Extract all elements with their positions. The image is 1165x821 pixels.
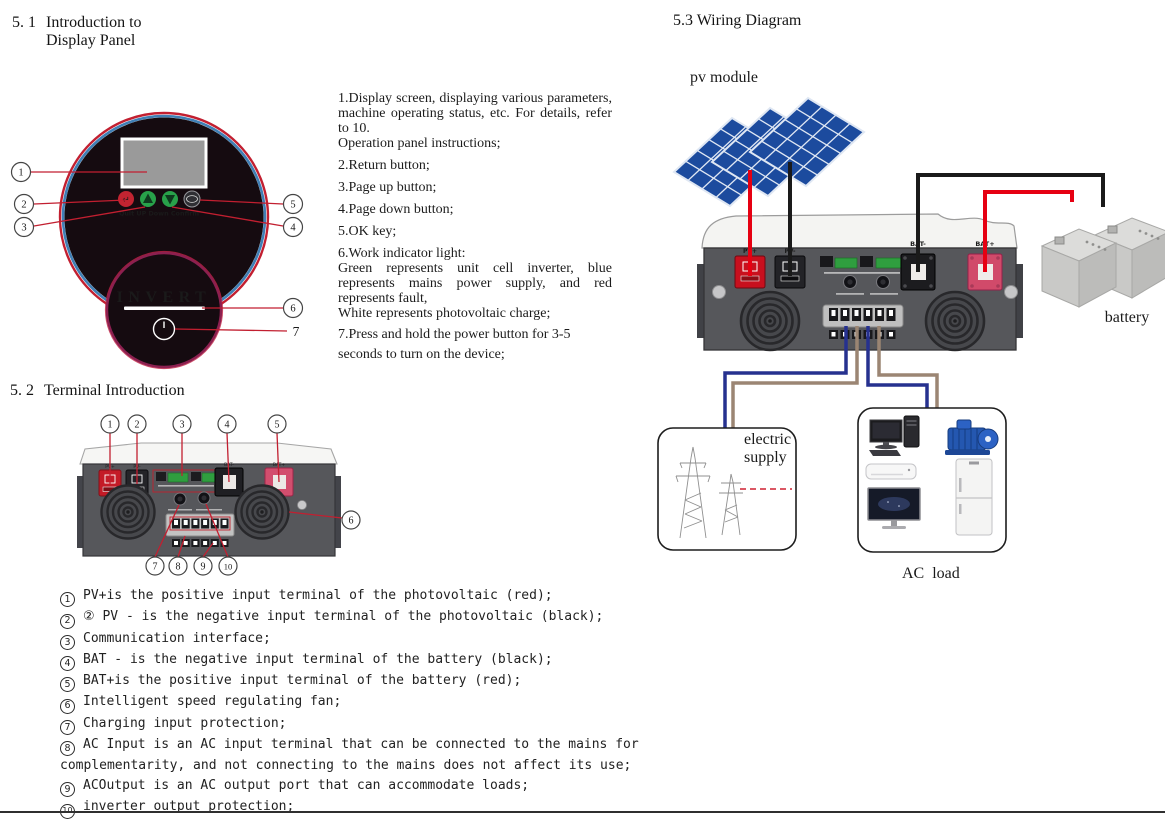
note-work-indicator: 6.Work indicator light: — [338, 245, 466, 261]
electric-supply-label-line1: electric — [744, 431, 792, 448]
up-button — [140, 191, 156, 207]
note-page-up: 3.Page up button; — [338, 179, 437, 195]
item-text: BAT - is the negative input terminal of the battery (black); — [83, 651, 553, 667]
svg-text:PV-: PV- — [784, 248, 796, 255]
bolt — [298, 501, 307, 510]
item-number: 9 — [60, 782, 75, 797]
list-item — [60, 671, 654, 692]
t-callout-2: 2 — [134, 419, 140, 431]
note-power-hold: 7.Press and hold the power button for 3-5 seconds to turn on the device; — [338, 326, 571, 362]
item-number: 5 — [60, 677, 75, 692]
t-callout-9: 9 — [200, 561, 206, 573]
section-5-2-heading — [10, 382, 185, 400]
right-fan — [236, 486, 289, 539]
t-callout-3: 3 — [179, 419, 185, 431]
t-callout-10: 10 — [223, 561, 233, 572]
item-text: AC Input is an AC input terminal that can be connected to the mains for complementarity, and not connecting to the mains does not affect its use; — [60, 736, 639, 773]
list-item — [60, 586, 654, 607]
t-callout-8: 8 — [175, 561, 181, 573]
bolt — [713, 286, 726, 299]
t-callout-1: 1 — [107, 419, 113, 431]
electric-supply-box — [658, 428, 796, 550]
battery-label: battery — [1104, 309, 1150, 326]
item-number: 3 — [60, 635, 75, 650]
list-item — [60, 650, 654, 671]
note-indicator-colors: Green represents unit cell inverter, blue represents mains power supply, and red represents fault, — [338, 260, 612, 306]
bolt — [1005, 286, 1018, 299]
item-text: Communication interface; — [83, 630, 271, 646]
note-operation-panel: Operation panel instructions; — [338, 135, 501, 151]
list-item — [60, 735, 654, 776]
callout-7: 7 — [292, 324, 300, 339]
item-text: ② PV - is the negative input terminal of the photovoltaic (black); — [83, 609, 604, 625]
t-callout-4: 4 — [224, 419, 230, 431]
t-callout-7: 7 — [152, 561, 158, 573]
item-text: BAT+is the positive input terminal of the battery (red); — [83, 673, 522, 688]
svg-text:PV+: PV+ — [105, 465, 115, 470]
terminal-illustration — [55, 404, 390, 586]
item-text: Charging input protection; — [83, 715, 287, 731]
section-title: Terminal Introduction — [44, 382, 185, 399]
callout-4: 4 — [290, 222, 296, 234]
quit-button — [118, 191, 134, 207]
work-indicator-light — [124, 307, 205, 311]
return-arrow-icon: ↵ — [122, 194, 130, 205]
section-number: 5. 2 — [10, 382, 34, 399]
item-number: 2 — [60, 614, 75, 629]
list-item — [60, 776, 654, 797]
item-number: 1 — [60, 592, 75, 607]
section-number: 5. 1 — [12, 14, 36, 31]
item-text: ACOutput is an AC output port that can accommodate loads; — [83, 777, 530, 793]
item-text: inverter output protection; — [83, 799, 295, 815]
note-ok-key: 5.OK key; — [338, 223, 397, 239]
wiring-diagram — [640, 30, 1165, 590]
callout-1: 1 — [18, 167, 24, 179]
left-fan — [741, 292, 799, 350]
item-text: Intelligent speed regulating fan; — [83, 694, 342, 710]
svg-text:BAT+: BAT+ — [272, 463, 286, 468]
battery-cell-left — [1042, 229, 1116, 307]
battery — [1042, 218, 1165, 307]
svg-text:PV-: PV- — [133, 465, 141, 470]
callout-5: 5 — [290, 199, 296, 211]
item-number: 8 — [60, 741, 75, 756]
right-fan — [926, 292, 984, 350]
refrigerator-icon — [956, 459, 992, 535]
svg-text:PV+: PV+ — [742, 248, 758, 255]
brand-text: INVERT — [116, 289, 212, 306]
t-callout-6: 6 — [348, 515, 354, 527]
display-panel-illustration — [0, 60, 330, 378]
ac-load-box — [858, 408, 1006, 552]
air-conditioner-icon — [866, 464, 916, 479]
section-title-line1: Introduction to — [46, 14, 142, 31]
electric-supply-label-line2: supply — [744, 449, 787, 466]
item-text: PV+is the positive input terminal of the photovoltaic (red); — [83, 588, 553, 603]
list-item — [60, 607, 654, 628]
svg-text:BAT-: BAT- — [910, 240, 926, 248]
callout-3: 3 — [21, 222, 27, 234]
top-flange — [80, 443, 337, 464]
section-5-1-heading — [12, 14, 142, 50]
confirm-button — [184, 191, 200, 207]
note-return-button: 2.Return button; — [338, 157, 430, 173]
list-item — [60, 714, 654, 735]
note-page-down: 4.Page down button; — [338, 201, 454, 217]
display-screen — [122, 139, 206, 187]
page-bottom-rule — [0, 811, 1165, 813]
left-fan — [102, 486, 155, 539]
pv-module-label: pv module — [690, 69, 758, 86]
logo-circle — [106, 252, 223, 369]
section-title: 5.3 Wiring Diagram — [673, 12, 802, 29]
svg-text:BAT-: BAT- — [224, 463, 234, 468]
list-item — [60, 692, 654, 713]
list-item — [60, 629, 654, 650]
svg-text:BAT+: BAT+ — [975, 240, 995, 248]
item-number: 6 — [60, 699, 75, 714]
display-panel-notes — [338, 92, 612, 365]
button-row-labels: Quit UP Down Confirm — [118, 209, 200, 218]
pv-module — [674, 98, 864, 206]
down-button — [162, 191, 178, 207]
t-callout-5: 5 — [274, 419, 280, 431]
section-5-3-heading — [673, 12, 801, 30]
item-number: 4 — [60, 656, 75, 671]
section-title-line2: Display Panel — [46, 32, 136, 49]
callout-6: 6 — [290, 303, 296, 315]
list-item — [60, 797, 654, 819]
ac-load-label: AC load — [902, 565, 960, 582]
item-number: 7 — [60, 720, 75, 735]
note-white-charge: White represents photovoltaic charge; — [338, 305, 551, 321]
callout-2: 2 — [21, 199, 27, 211]
item-number: 10 — [60, 804, 75, 819]
terminal-description-list — [60, 586, 654, 819]
note-display-screen: 1.Display screen, displaying various parameters, machine operating status, etc. For details, refer to 10. — [338, 91, 612, 136]
